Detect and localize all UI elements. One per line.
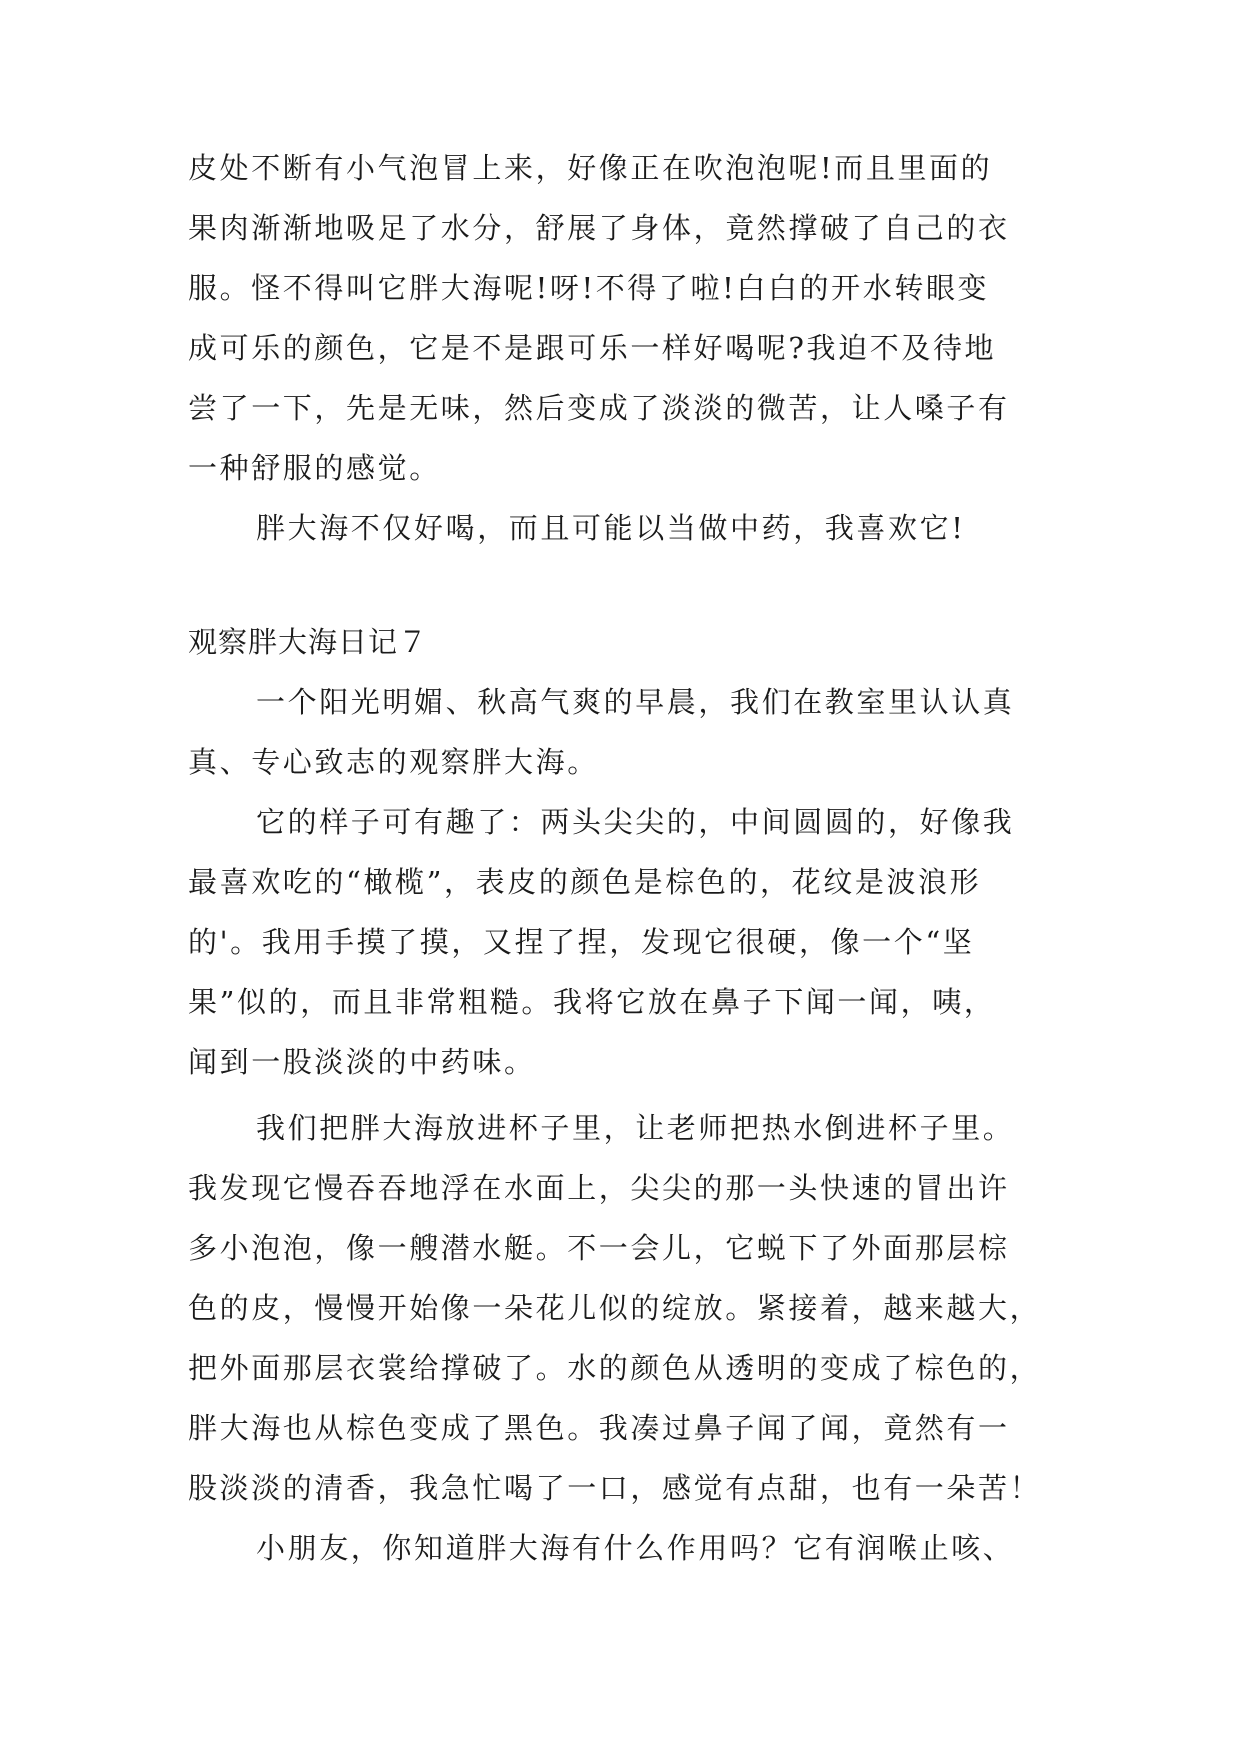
paragraph-line: 的'。我用手摸了摸，又捏了捏，发现它很硬，像一个“坚 — [188, 925, 975, 959]
paragraph-line: 一种舒服的感觉。 — [188, 451, 441, 485]
paragraph-line: 股淡淡的清香，我急忙喝了一口，感觉有点甜，也有一朵苦！ — [188, 1471, 1042, 1505]
paragraph-line: 我发现它慢吞吞地浮在水面上，尖尖的那一头快速的冒出许 — [188, 1171, 1010, 1205]
paragraph-line: 果肉渐渐地吸足了水分，舒展了身体，竟然撑破了自己的衣 — [188, 211, 1010, 245]
paragraph-line: 胖大海不仅好喝，而且可能以当做中药，我喜欢它! — [256, 511, 966, 545]
paragraph-line: 尝了一下，先是无味，然后变成了淡淡的微苦，让人嗓子有 — [188, 391, 1010, 425]
paragraph-line: 它的样子可有趣了：两头尖尖的，中间圆圆的，好像我 — [256, 805, 1015, 839]
paragraph-line: 多小泡泡，像一艘潜水艇。不一会儿，它蜕下了外面那层棕 — [188, 1231, 1010, 1265]
section-title: 观察胖大海日记７ — [188, 625, 429, 659]
paragraph-line: 服。怪不得叫它胖大海呢!呀!不得了啦!白白的开水转眼变 — [188, 271, 990, 305]
paragraph-line: 把外面那层衣裳给撑破了。水的颜色从透明的变成了棕色的， — [188, 1351, 1042, 1385]
paragraph-line: 皮处不断有小气泡冒上来，好像正在吹泡泡呢!而且里面的 — [188, 151, 993, 185]
paragraph-line: 闻到一股淡淡的中药味。 — [188, 1045, 536, 1079]
paragraph-line: 果”似的，而且非常粗糙。我将它放在鼻子下闻一闻，咦， — [188, 985, 996, 1019]
paragraph-line: 真、专心致志的观察胖大海。 — [188, 745, 599, 779]
paragraph-line: 胖大海也从棕色变成了黑色。我凑过鼻子闻了闻，竟然有一 — [188, 1411, 1010, 1445]
paragraph-line: 成可乐的颜色，它是不是跟可乐一样好喝呢?我迫不及待地 — [188, 331, 997, 365]
paragraph-line: 小朋友，你知道胖大海有什么作用吗？它有润喉止咳、 — [256, 1531, 1015, 1565]
paragraph-line: 色的皮，慢慢开始像一朵花儿似的绽放。紧接着，越来越大， — [188, 1291, 1042, 1325]
paragraph-line: 我们把胖大海放进杯子里，让老师把热水倒进杯子里。 — [256, 1111, 1015, 1145]
paragraph-line: 最喜欢吃的“橄榄”，表皮的颜色是棕色的，花纹是波浪形 — [188, 865, 982, 899]
paragraph-line: 一个阳光明媚、秋高气爽的早晨，我们在教室里认认真 — [256, 685, 1015, 719]
